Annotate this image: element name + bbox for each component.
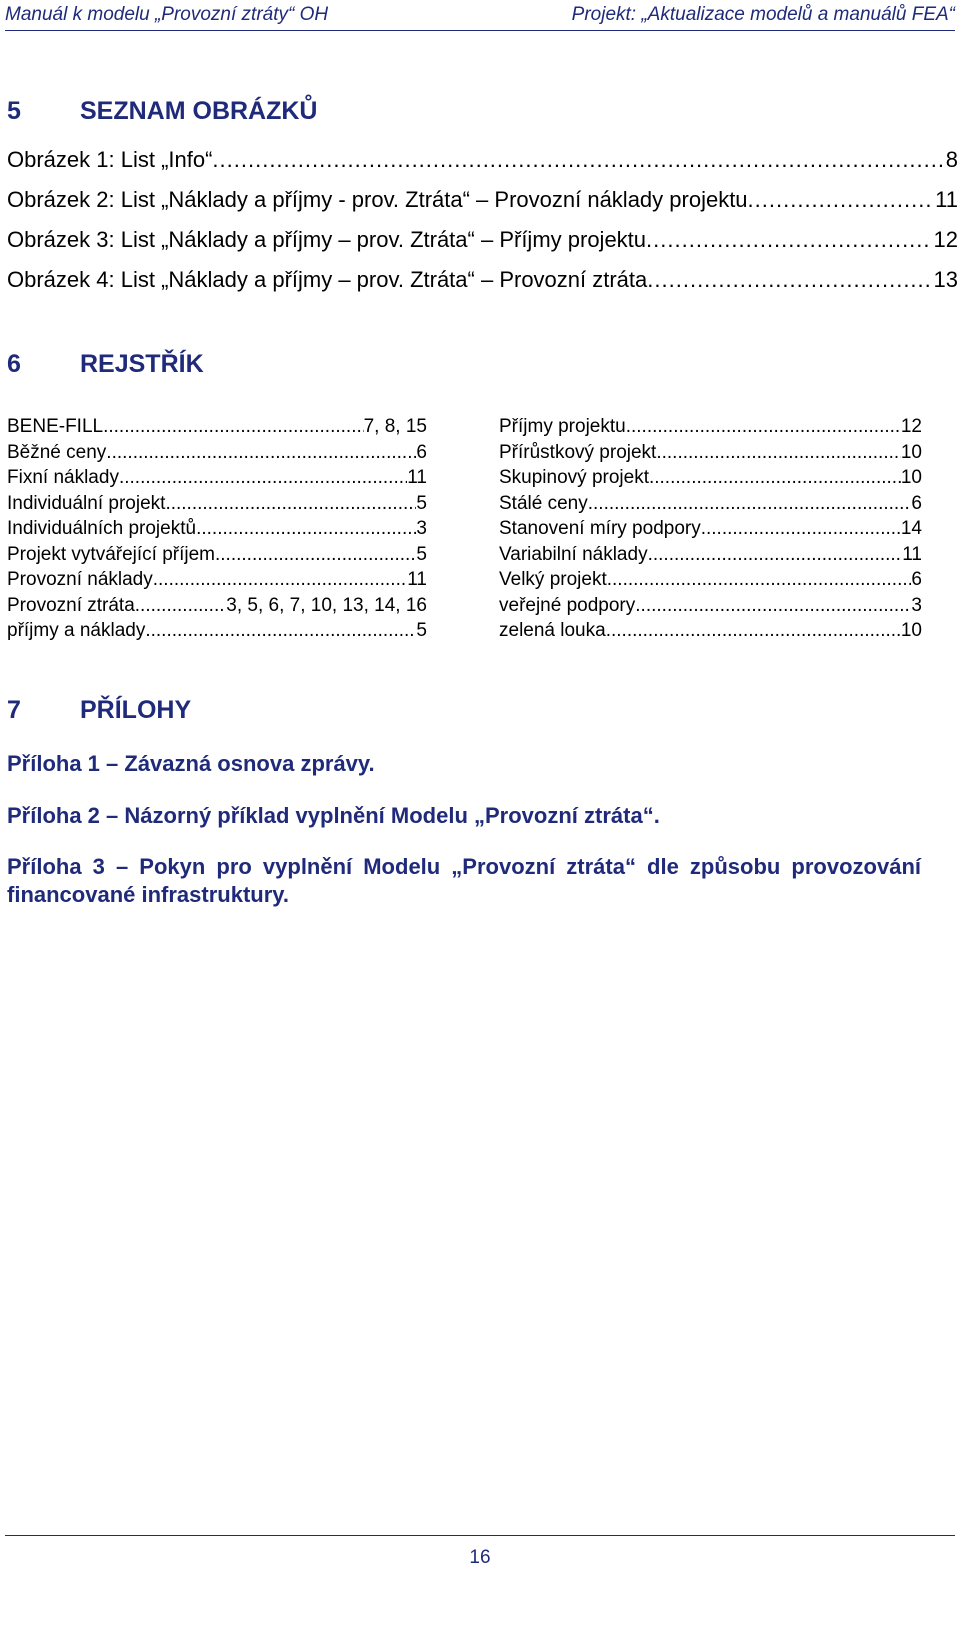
- figure-label: Obrázek 4: List „Náklady a příjmy – prov. Ztráta“ – Provozní ztráta: [7, 267, 648, 292]
- index-term: Přírůstkový projekt: [499, 441, 657, 463]
- index-column-right: [499, 414, 922, 644]
- index-pages: 10: [900, 467, 922, 488]
- dot-leader: [145, 618, 416, 644]
- index-entry[interactable]: [7, 414, 427, 440]
- index-entry[interactable]: [7, 465, 427, 491]
- index-entry[interactable]: [7, 618, 427, 644]
- dot-leader: [649, 465, 901, 491]
- dot-leader: [701, 516, 901, 542]
- figure-list-item[interactable]: [7, 140, 958, 180]
- dot-leader: [153, 567, 408, 593]
- dot-leader: [103, 414, 364, 440]
- index-term: Provozní náklady: [7, 569, 153, 590]
- figure-list-item[interactable]: [7, 260, 958, 300]
- index-pages: 6: [416, 441, 427, 463]
- dot-leader: [106, 440, 416, 466]
- index-pages: 3: [416, 518, 427, 539]
- index-column-left: [7, 414, 427, 644]
- index-term: BENE-FILL: [7, 416, 104, 437]
- index-entry[interactable]: [499, 465, 922, 491]
- dot-leader: [646, 220, 929, 260]
- dot-leader: [635, 593, 911, 619]
- index-entry[interactable]: [7, 516, 427, 542]
- dot-leader: [648, 542, 903, 568]
- index-term: Individuální projekt: [7, 492, 166, 514]
- dot-leader: [656, 440, 901, 466]
- index-pages: 7, 8, 15: [363, 416, 427, 437]
- index-pages: 5: [416, 620, 427, 641]
- footer-rule: [5, 1535, 955, 1536]
- figure-page: 13: [933, 267, 958, 292]
- section-5-title: SEZNAM OBRÁZKŮ: [80, 97, 318, 125]
- index-pages: 11: [407, 569, 427, 590]
- index-entry[interactable]: [499, 618, 922, 644]
- page-header: [5, 0, 955, 31]
- dot-leader: [606, 618, 901, 644]
- header-left-title: Manuál k modelu „Provozní ztráty“ OH: [5, 4, 329, 25]
- section-6-title: REJSTŘÍK: [80, 350, 204, 378]
- figure-page: 8: [945, 147, 958, 172]
- section-5-number: 5: [7, 97, 21, 125]
- index-term: Stálé ceny: [499, 492, 588, 514]
- index-pages: 6: [911, 492, 922, 514]
- dot-leader: [196, 516, 416, 542]
- section-7-number: 7: [7, 696, 21, 724]
- dot-leader: [165, 491, 416, 517]
- index-term: Velký projekt: [499, 569, 607, 590]
- figure-page: 11: [935, 187, 958, 212]
- figure-list-item[interactable]: [7, 220, 958, 260]
- index-pages: 3, 5, 6, 7, 10, 13, 14, 16: [226, 594, 427, 616]
- figure-page: 12: [933, 227, 958, 252]
- index-pages: 12: [900, 416, 922, 437]
- index-term: Fixní náklady: [7, 467, 119, 488]
- index-entry[interactable]: [499, 414, 922, 440]
- dot-leader: [212, 140, 941, 180]
- index-term: příjmy a náklady: [7, 620, 146, 641]
- index-entry[interactable]: [7, 593, 427, 619]
- index-term: Stanovení míry podpory: [499, 518, 701, 539]
- section-7-heading: [7, 696, 191, 725]
- dot-leader: [647, 260, 929, 300]
- section-7-title: PŘÍLOHY: [80, 696, 192, 724]
- index-entry[interactable]: [7, 491, 427, 517]
- index-pages: 11: [902, 543, 922, 565]
- index-entry[interactable]: [7, 567, 427, 593]
- header-right-title: Projekt: „Aktualizace modelů a manuálů FEA“: [571, 4, 955, 25]
- index-term: Skupinový projekt: [499, 467, 649, 488]
- index-term: Projekt vytvářející příjem: [7, 543, 215, 565]
- index-entry[interactable]: [499, 593, 922, 619]
- index-pages: 11: [407, 467, 427, 488]
- dot-leader: [607, 567, 912, 593]
- index-pages: 6: [911, 569, 922, 590]
- figure-label: Obrázek 2: List „Náklady a příjmy - prov. Ztráta“ – Provozní náklady projektu: [7, 187, 748, 212]
- figure-list: [7, 140, 958, 300]
- index-entry[interactable]: [7, 440, 427, 466]
- index-entry[interactable]: [499, 440, 922, 466]
- index-pages: 10: [900, 620, 922, 641]
- annex-3[interactable]: Příloha 3 – Pokyn pro vyplnění Modelu „Provozní ztráta“ dle způsobu provozování financované infrastruktury.: [7, 854, 921, 907]
- figure-label: Obrázek 1: List „Info“: [7, 147, 213, 172]
- index-entry[interactable]: [499, 516, 922, 542]
- index-pages: 14: [900, 518, 922, 539]
- section-5-heading: [7, 97, 318, 126]
- dot-leader: [135, 593, 227, 619]
- index-entry[interactable]: [7, 542, 427, 568]
- dot-leader: [626, 414, 901, 440]
- index-term: Běžné ceny: [7, 441, 107, 463]
- index-pages: 3: [911, 594, 922, 616]
- index-term: Individuálních projektů: [7, 518, 197, 539]
- figure-label: Obrázek 3: List „Náklady a příjmy – prov. Ztráta“ – Příjmy projektu: [7, 227, 647, 252]
- annex-2[interactable]: Příloha 2 – Názorný příklad vyplnění Modelu „Provozní ztráta“.: [7, 803, 660, 828]
- dot-leader: [119, 465, 407, 491]
- index-pages: 5: [416, 543, 427, 565]
- index-pages: 10: [900, 441, 922, 463]
- annex-1[interactable]: Příloha 1 – Závazná osnova zprávy.: [7, 751, 375, 776]
- index-term: Provozní ztráta: [7, 594, 135, 616]
- index-entry[interactable]: [499, 542, 922, 568]
- figure-list-item[interactable]: [7, 180, 958, 220]
- index-entry[interactable]: [499, 567, 922, 593]
- dot-leader: [588, 491, 912, 517]
- index-term: Příjmy projektu: [499, 416, 626, 437]
- section-6-number: 6: [7, 350, 21, 378]
- section-6-heading: [7, 350, 204, 379]
- index-pages: 5: [416, 492, 427, 514]
- dot-leader: [215, 542, 416, 568]
- dot-leader: [748, 180, 932, 220]
- index-term: Variabilní náklady: [499, 543, 648, 565]
- index-term: zelená louka: [499, 620, 606, 641]
- index-entry[interactable]: [499, 491, 922, 517]
- index-term: veřejné podpory: [499, 594, 636, 616]
- page-number: 16: [469, 1547, 491, 1568]
